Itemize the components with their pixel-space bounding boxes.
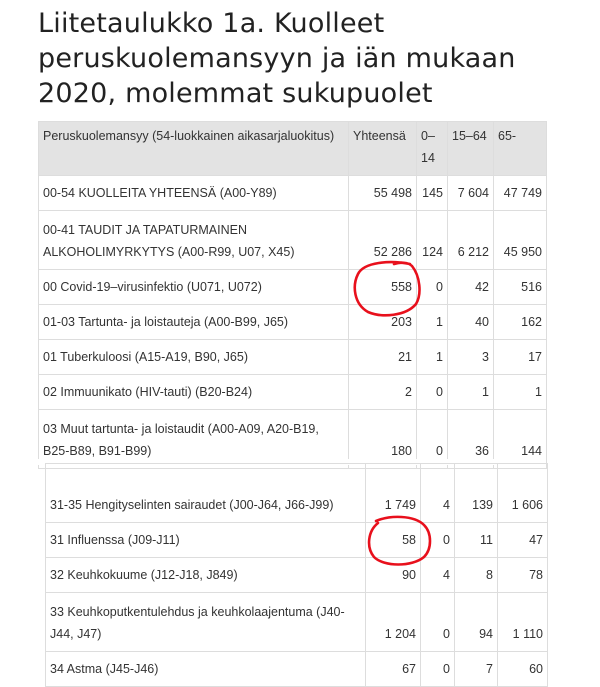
cell-age-0-14: 0 xyxy=(421,652,455,687)
cell-total: 90 xyxy=(366,558,421,593)
cell-age-65-plus: 47 749 xyxy=(494,176,547,211)
table-header-row xyxy=(39,122,547,176)
cell-cause: 01-03 Tartunta- ja loistauteja (A00-B99, J65) xyxy=(39,305,349,340)
cell-total: 1 749 xyxy=(366,464,421,523)
cell-cause: 34 Astma (J45-J46) xyxy=(46,652,366,687)
cell-age-0-14: 0 xyxy=(417,375,448,410)
cell-age-65-plus: 516 xyxy=(494,270,547,305)
page-title: Liitetaulukko 1a. Kuolleet peruskuolemansyyn ja iän mukaan 2020, molemmat sukupuolet xyxy=(38,8,516,109)
cell-cause: 03 Muut tartunta- ja loistaudit (A00-A09, A20-B19, B25-B89, B91-B99) xyxy=(39,410,349,469)
cell-cause: 32 Keuhkokuume (J12-J18, J849) xyxy=(46,558,366,593)
cell-age-65-plus: 60 xyxy=(498,652,548,687)
cell-cause: 01 Tuberkuloosi (A15-A19, B90, J65) xyxy=(39,340,349,375)
cell-age-15-64: 3 xyxy=(448,340,494,375)
table-row xyxy=(39,340,547,375)
table-row xyxy=(46,523,548,558)
header-cause: Peruskuolemansyy (54-luokkainen aikasarjaluokitus) xyxy=(39,122,349,176)
cell-age-15-64: 7 xyxy=(455,652,498,687)
cell-age-0-14: 0 xyxy=(421,593,455,652)
cell-age-0-14: 0 xyxy=(417,410,448,469)
cell-age-15-64: 40 xyxy=(448,305,494,340)
cell-cause: 02 Immuunikato (HIV-tauti) (B20-B24) xyxy=(39,375,349,410)
cell-age-0-14: 4 xyxy=(421,558,455,593)
cell-age-0-14: 0 xyxy=(417,270,448,305)
cell-total: 1 204 xyxy=(366,593,421,652)
cell-total: 67 xyxy=(366,652,421,687)
cell-total: 203 xyxy=(349,305,417,340)
cell-age-65-plus: 1 606 xyxy=(498,464,548,523)
cell-total: 180 xyxy=(349,410,417,469)
header-age-65-plus: 65- xyxy=(494,122,547,176)
cell-age-65-plus: 1 xyxy=(494,375,547,410)
cell-age-0-14: 4 xyxy=(421,464,455,523)
cell-age-0-14: 1 xyxy=(417,305,448,340)
cell-age-15-64: 139 xyxy=(455,464,498,523)
table-row xyxy=(39,270,547,305)
mortality-table-bottom xyxy=(45,463,548,687)
header-age-0-14: 0–14 xyxy=(417,122,448,176)
table-row xyxy=(39,176,547,211)
cell-total: 55 498 xyxy=(349,176,417,211)
table-row xyxy=(39,305,547,340)
cell-age-15-64: 7 604 xyxy=(448,176,494,211)
cell-age-0-14: 145 xyxy=(417,176,448,211)
table-row xyxy=(46,593,548,652)
cell-cause: 00-54 KUOLLEITA YHTEENSÄ (A00-Y89) xyxy=(39,176,349,211)
cell-age-65-plus: 47 xyxy=(498,523,548,558)
cell-age-65-plus: 17 xyxy=(494,340,547,375)
cell-age-15-64: 1 xyxy=(448,375,494,410)
cell-age-15-64: 42 xyxy=(448,270,494,305)
cell-age-0-14: 1 xyxy=(417,340,448,375)
cell-age-15-64: 36 xyxy=(448,410,494,469)
mortality-table-top xyxy=(38,121,547,469)
table-row xyxy=(46,464,548,523)
table-row xyxy=(46,652,548,687)
cell-cause: 00-41 TAUDIT JA TAPATURMAINEN ALKOHOLIMYRKYTYS (A00-R99, U07, X45) xyxy=(39,211,349,270)
cell-total: 21 xyxy=(349,340,417,375)
cell-age-15-64: 8 xyxy=(455,558,498,593)
cell-age-0-14: 0 xyxy=(421,523,455,558)
cell-age-65-plus: 78 xyxy=(498,558,548,593)
cell-total: 58 xyxy=(366,523,421,558)
cell-cause: 31 Influenssa (J09-J11) xyxy=(46,523,366,558)
cell-age-15-64: 6 212 xyxy=(448,211,494,270)
cell-age-65-plus: 45 950 xyxy=(494,211,547,270)
cell-age-65-plus: 144 xyxy=(494,410,547,469)
cell-age-65-plus: 1 110 xyxy=(498,593,548,652)
cell-total: 52 286 xyxy=(349,211,417,270)
cell-age-65-plus: 162 xyxy=(494,305,547,340)
cell-age-0-14: 124 xyxy=(417,211,448,270)
cell-cause: 00 Covid-19–virusinfektio (U071, U072) xyxy=(39,270,349,305)
cell-age-15-64: 94 xyxy=(455,593,498,652)
header-total: Yhteensä xyxy=(349,122,417,176)
cell-cause: 33 Keuhkoputkentulehdus ja keuhkolaajentuma (J40-J44, J47) xyxy=(46,593,366,652)
table-row xyxy=(39,211,547,270)
cell-total: 2 xyxy=(349,375,417,410)
cell-cause: 31-35 Hengityselinten sairaudet (J00-J64, J66-J99) xyxy=(46,464,366,523)
table-row xyxy=(39,375,547,410)
cell-age-15-64: 11 xyxy=(455,523,498,558)
header-age-15-64: 15–64 xyxy=(448,122,494,176)
table-row xyxy=(46,558,548,593)
cell-total: 558 xyxy=(349,270,417,305)
